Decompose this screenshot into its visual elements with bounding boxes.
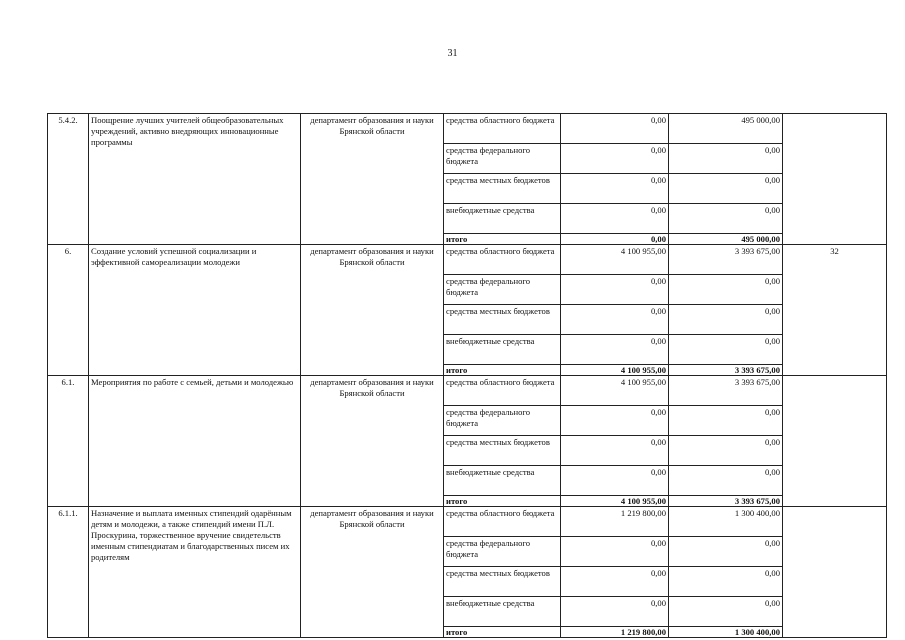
item-name: Назначение и выплата именных стипендий одарённым детям и молодежи, а также стипендий имени П.Л. Проскурина, торжественное вручение свидетельств именным стипендиатам и благодарственных писем их родителям — [89, 507, 301, 638]
total-amount: 1 300 400,00 — [669, 627, 783, 638]
amount-cell: 0,00 — [561, 114, 669, 144]
funding-source: внебюджетные средства — [444, 204, 561, 234]
responsible-department: департамент образования и науки Брянской области — [301, 114, 444, 245]
funding-source: средства федерального бюджета — [444, 275, 561, 305]
total-amount: 4 100 955,00 — [561, 496, 669, 507]
funding-source: средства областного бюджета — [444, 114, 561, 144]
funding-source: средства местных бюджетов — [444, 305, 561, 335]
amount-cell: 3 393 675,00 — [669, 376, 783, 406]
amount-cell: 0,00 — [669, 406, 783, 436]
item-number: 6.1. — [48, 376, 89, 507]
funding-source: средства областного бюджета — [444, 245, 561, 275]
item-name: Поощрение лучших учителей общеобразовательных учреждений, активно внедряющих инновационные программы — [89, 114, 301, 245]
amount-cell: 1 219 800,00 — [561, 507, 669, 537]
amount-cell: 0,00 — [669, 174, 783, 204]
item-name: Создание условий успешной социализации и эффективной самореализации молодежи — [89, 245, 301, 376]
amount-cell: 0,00 — [669, 597, 783, 627]
amount-cell: 0,00 — [561, 406, 669, 436]
amount-cell: 0,00 — [561, 174, 669, 204]
funding-source: внебюджетные средства — [444, 466, 561, 496]
total-label: итого — [444, 496, 561, 507]
item-number: 6.1.1. — [48, 507, 89, 638]
table-row — [48, 245, 887, 275]
amount-cell: 0,00 — [561, 305, 669, 335]
amount-cell: 0,00 — [561, 597, 669, 627]
total-amount: 3 393 675,00 — [669, 365, 783, 376]
amount-cell: 0,00 — [561, 466, 669, 496]
total-amount: 495 000,00 — [669, 234, 783, 245]
funding-source: внебюджетные средства — [444, 597, 561, 627]
amount-cell: 495 000,00 — [669, 114, 783, 144]
amount-cell: 0,00 — [669, 144, 783, 174]
funding-source: средства федерального бюджета — [444, 406, 561, 436]
reference-cell: 32 — [783, 245, 887, 376]
reference-cell — [783, 507, 887, 638]
total-amount: 3 393 675,00 — [669, 496, 783, 507]
total-amount: 1 219 800,00 — [561, 627, 669, 638]
reference-cell — [783, 114, 887, 245]
funding-source: средства областного бюджета — [444, 507, 561, 537]
amount-cell: 4 100 955,00 — [561, 245, 669, 275]
amount-cell: 0,00 — [561, 537, 669, 567]
funding-source: средства федерального бюджета — [444, 537, 561, 567]
amount-cell: 0,00 — [669, 436, 783, 466]
amount-cell: 1 300 400,00 — [669, 507, 783, 537]
table-row — [48, 114, 887, 144]
funding-source: средства местных бюджетов — [444, 567, 561, 597]
total-amount: 4 100 955,00 — [561, 365, 669, 376]
reference-cell — [783, 376, 887, 507]
item-number: 5.4.2. — [48, 114, 89, 245]
amount-cell: 0,00 — [561, 144, 669, 174]
amount-cell: 4 100 955,00 — [561, 376, 669, 406]
total-amount: 0,00 — [561, 234, 669, 245]
table-row — [48, 507, 887, 537]
amount-cell: 0,00 — [561, 436, 669, 466]
total-label: итого — [444, 627, 561, 638]
item-name: Мероприятия по работе с семьей, детьми и молодежью — [89, 376, 301, 507]
budget-table-body — [48, 114, 887, 638]
amount-cell: 0,00 — [561, 204, 669, 234]
funding-source: средства местных бюджетов — [444, 436, 561, 466]
amount-cell: 0,00 — [561, 335, 669, 365]
budget-table — [47, 113, 887, 638]
amount-cell: 0,00 — [669, 275, 783, 305]
amount-cell: 0,00 — [561, 567, 669, 597]
responsible-department: департамент образования и науки Брянской области — [301, 245, 444, 376]
item-number: 6. — [48, 245, 89, 376]
total-label: итого — [444, 234, 561, 245]
amount-cell: 3 393 675,00 — [669, 245, 783, 275]
amount-cell: 0,00 — [669, 567, 783, 597]
total-label: итого — [444, 365, 561, 376]
responsible-department: департамент образования и науки Брянской области — [301, 376, 444, 507]
amount-cell: 0,00 — [561, 275, 669, 305]
funding-source: средства федерального бюджета — [444, 144, 561, 174]
funding-source: средства местных бюджетов — [444, 174, 561, 204]
amount-cell: 0,00 — [669, 204, 783, 234]
amount-cell: 0,00 — [669, 335, 783, 365]
amount-cell: 0,00 — [669, 537, 783, 567]
page-number: 31 — [447, 48, 458, 59]
table-row — [48, 376, 887, 406]
amount-cell: 0,00 — [669, 305, 783, 335]
funding-source: средства областного бюджета — [444, 376, 561, 406]
funding-source: внебюджетные средства — [444, 335, 561, 365]
amount-cell: 0,00 — [669, 466, 783, 496]
responsible-department: департамент образования и науки Брянской области — [301, 507, 444, 638]
